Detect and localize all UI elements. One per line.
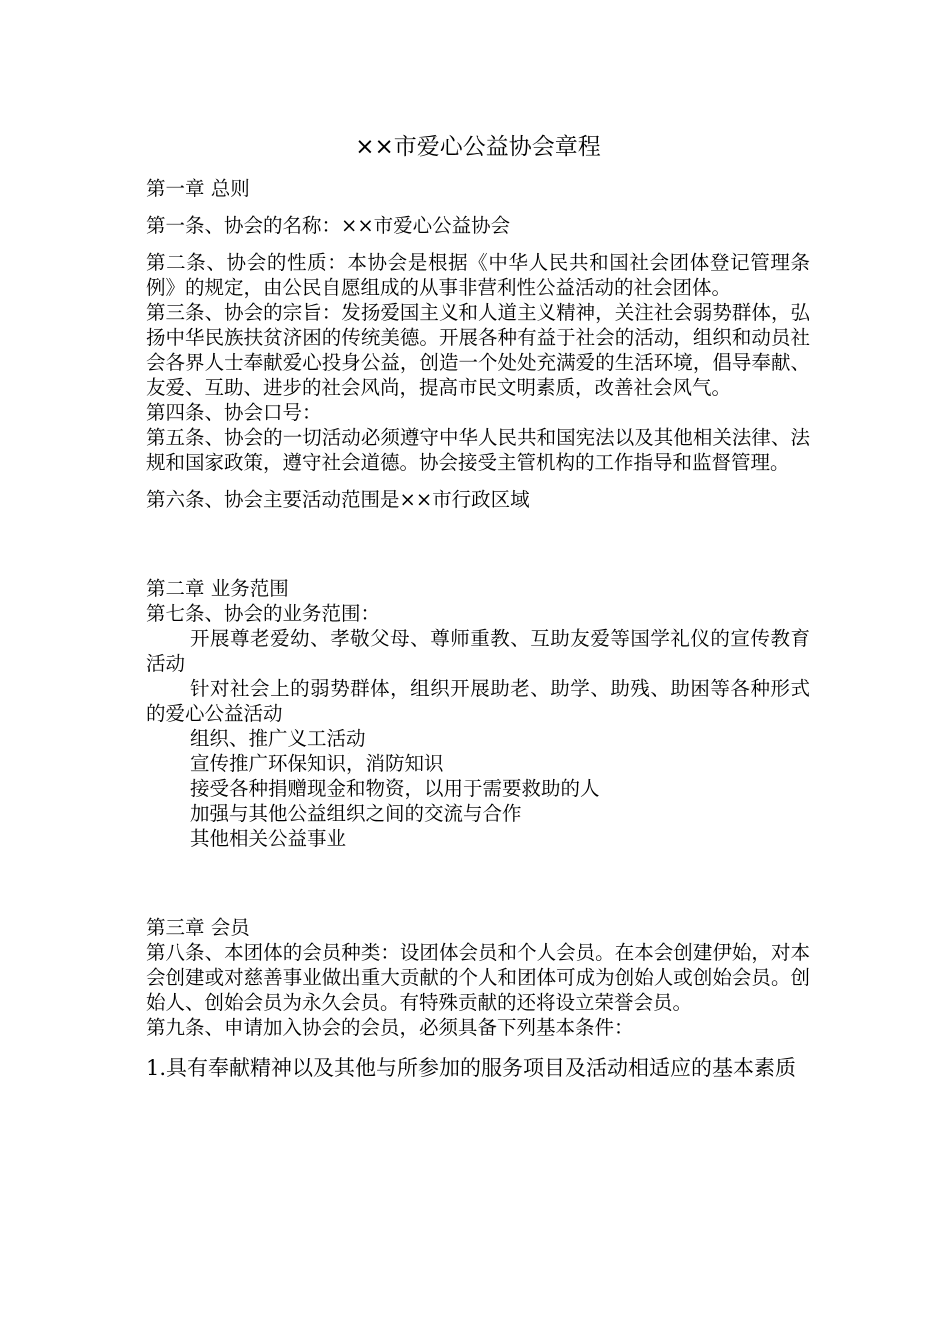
condition-1: 1.具有奉献精神以及其他与所参加的服务项目及活动相适应的基本素质	[146, 1056, 797, 1080]
scope-item: 其他相关公益事业	[190, 827, 347, 850]
article-4: 第四条、协会口号：	[146, 401, 322, 424]
scope-item: 组织、推广义工活动	[190, 727, 366, 750]
scope-item: 开展尊老爱幼、孝敬父母、尊师重教、互助友爱等国学礼仪的宣传教育活动	[146, 627, 810, 675]
scope-item: 宣传推广环保知识，消防知识	[190, 752, 444, 775]
article-1: 第一条、协会的名称：××市爱心公益协会	[146, 214, 511, 237]
article-5: 第五条、协会的一切活动必须遵守中华人民共和国宪法以及其他相关法律、法规和国家政策，遵守社会道德。协会接受主管机构的工作指导和监督管理。	[146, 426, 810, 474]
scope-item: 接受各种捐赠现金和物资，以用于需要救助的人	[190, 777, 600, 800]
article-6: 第六条、协会主要活动范围是××市行政区域	[146, 488, 530, 511]
article-9: 第九条、申请加入协会的会员，必须具备下列基本条件：	[146, 1016, 634, 1039]
chapter-1-heading: 第一章 总则	[146, 177, 250, 200]
scope-item: 针对社会上的弱势群体，组织开展助老、助学、助残、助困等各种形式的爱心公益活动	[146, 677, 810, 725]
chapter-2-heading: 第二章 业务范围	[146, 577, 289, 600]
scope-item: 加强与其他公益组织之间的交流与合作	[190, 802, 522, 825]
article-8: 第八条、本团体的会员种类：设团体会员和个人会员。在本会创建伊始，对本会创建或对慈善事业做出重大贡献的个人和团体可成为创始人或创始会员。创始人、创始会员为永久会员。有特殊贡献的还将设立荣誉会员。	[146, 941, 810, 1014]
document-title: ××市爱心公益协会章程	[355, 134, 601, 160]
document-body	[146, 132, 810, 1088]
article-2: 第二条、协会的性质：本协会是根据《中华人民共和国社会团体登记管理条例》的规定，由公民自愿组成的从事非营利性公益活动的社会团体。	[146, 251, 810, 299]
article-7: 第七条、协会的业务范围：	[146, 602, 381, 625]
chapter-3-heading: 第三章 会员	[146, 916, 250, 939]
article-3: 第三条、协会的宗旨：发扬爱国主义和人道主义精神，关注社会弱势群体，弘扬中华民族扶贫济困的传统美德。开展各种有益于社会的活动，组织和动员社会各界人士奉献爱心投身公益，创造一个处处充满爱的生活环境，倡导奉献、友爱、互助、进步的社会风尚，提高市民文明素质，改善社会风气。	[146, 301, 810, 399]
